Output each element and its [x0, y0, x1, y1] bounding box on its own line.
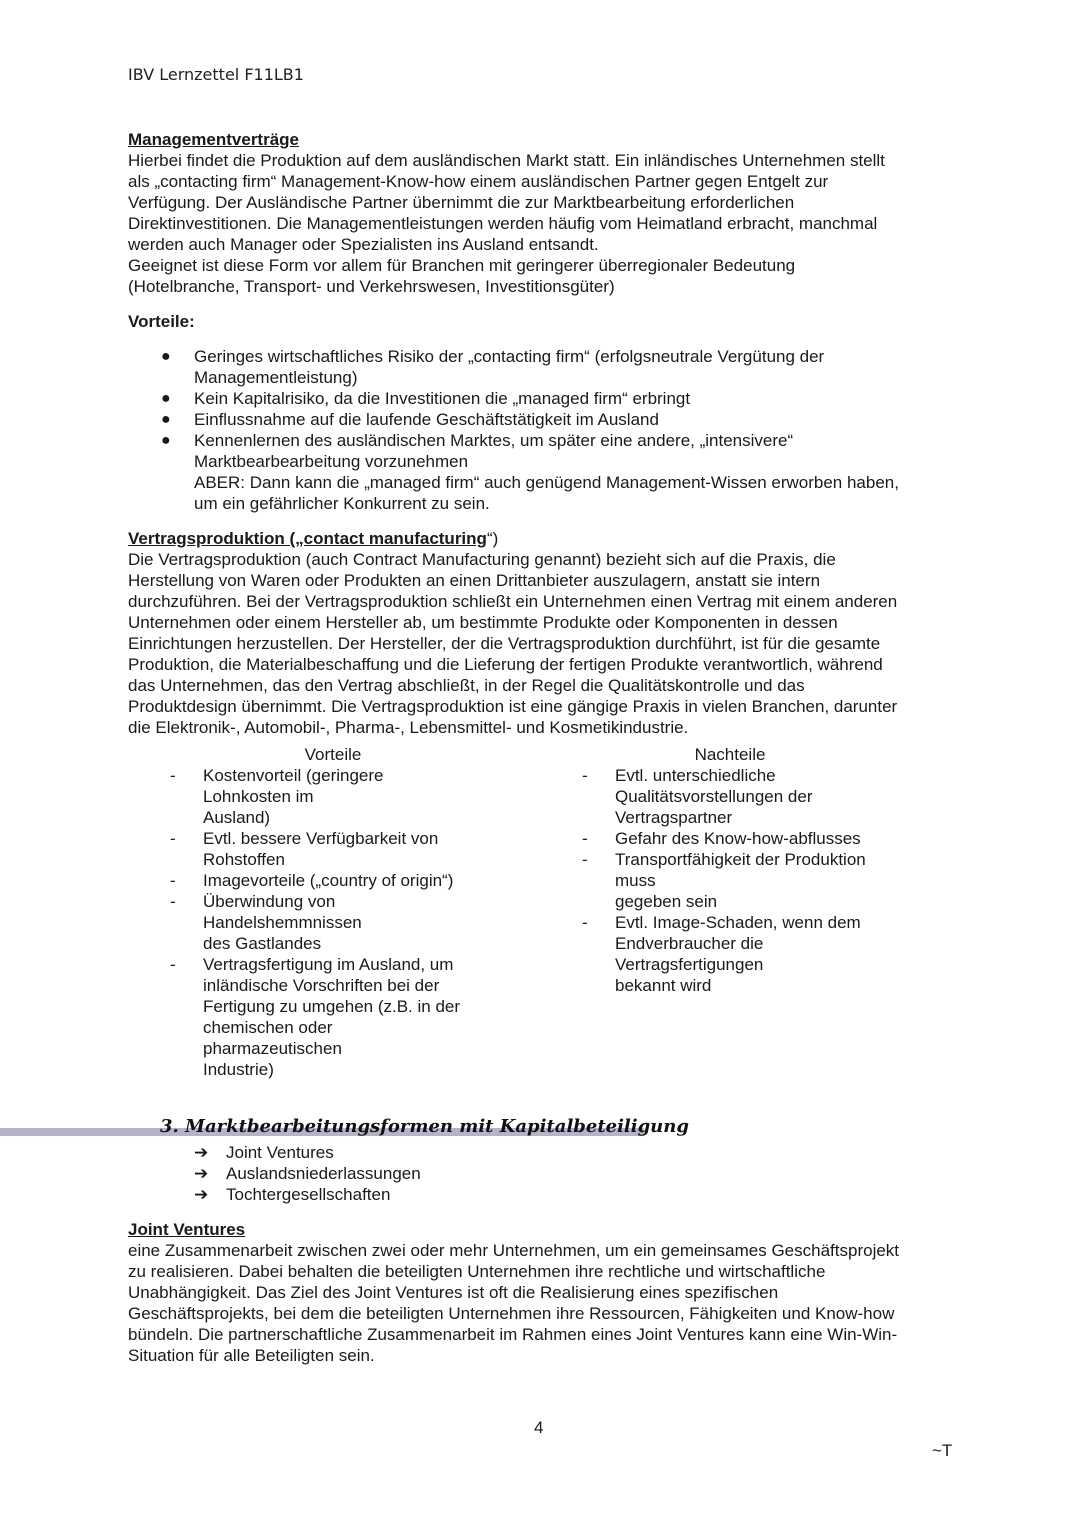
management-line: Geeignet ist diese Form vor allem für Branchen mit geringerer überregionaler Bedeutung [128, 256, 796, 275]
dash-icon: - [170, 766, 176, 785]
vorteile-label: Vorteile: [128, 312, 195, 331]
document-header: IBV Lernzettel F11LB1 [128, 65, 304, 84]
aber-line: ABER: Dann kann die „managed firm“ auch genügend Management-Wissen erworben haben, [194, 473, 899, 492]
list-item-text: Transportfähigkeit der Produktion muss [615, 850, 866, 890]
dash-icon: - [582, 850, 588, 869]
list-item [128, 870, 463, 891]
list-item-text: Geringes wirtschaftliches Risiko der „contacting firm“ (erfolgsneutrale Vergütung der [194, 347, 825, 366]
dash-icon: - [582, 913, 588, 932]
section-3-heading [128, 1116, 958, 1142]
dash-icon: - [170, 955, 176, 974]
dash-icon: - [170, 871, 176, 890]
list-item-text: Kein Kapitalrisiko, da die Investitionen die „managed firm“ erbringt [194, 389, 691, 408]
list-item-text: Industrie) [203, 1060, 274, 1079]
vertrag-line: die Elektronik-, Automobil-, Pharma-, Lebensmittel- und Kosmetikindustrie. [128, 718, 689, 737]
section-3-list [128, 1142, 958, 1205]
arrow-right-icon: ➔ [194, 1143, 209, 1162]
list-item-text: Joint Ventures [226, 1143, 334, 1162]
arrow-right-icon: ➔ [194, 1185, 209, 1204]
vorteile-list [128, 765, 540, 1080]
section-vertragsproduktion [128, 528, 958, 1080]
aber-note [128, 472, 958, 514]
dash-icon: - [170, 892, 176, 911]
list-item-text: Auslandsniederlassungen [226, 1164, 421, 1183]
list-item-text: Evtl. Image-Schaden, wenn dem [615, 913, 861, 932]
vertrag-heading: Vertragsproduktion („contact manufacturing [128, 529, 487, 548]
management-line: Verfügung. Der Ausländische Partner übernimmt die zur Marktbearbeitung erforderlichen [128, 193, 795, 212]
list-item-text: Qualitätsvorstellungen der [615, 787, 813, 806]
author-signature: ~T [932, 1441, 953, 1460]
vertrag-line: Produktion, die Materialbeschaffung und die Lieferung der fertigen Produkte verantwortlich, während [128, 655, 883, 674]
joint-ventures-paragraph [128, 1240, 958, 1366]
joint-line: Geschäftsprojekts, bei dem die beteiligten Unternehmen ihre Ressourcen, Fähigkeiten und Know-how [128, 1304, 895, 1323]
list-item-text: chemischen oder pharmazeutischen [203, 1018, 342, 1058]
list-item [128, 430, 958, 472]
vertrag-heading-row [128, 528, 958, 549]
list-item [540, 912, 875, 996]
list-item [540, 849, 875, 912]
vorteile-column [128, 744, 540, 1080]
nachteile-column-heading: Nachteile [694, 745, 766, 764]
vertrag-line: durchzuführen. Bei der Vertragsproduktion schließt ein Unternehmen einen Vertrag mit einem anderen [128, 592, 898, 611]
list-item-text: bekannt wird [615, 976, 712, 995]
list-item-text: Rohstoffen [203, 850, 285, 869]
page-content [128, 129, 958, 1366]
nachteile-list [540, 765, 952, 996]
list-item [128, 765, 463, 828]
list-item [128, 1184, 958, 1205]
dash-icon: - [170, 829, 176, 848]
list-item [128, 409, 958, 430]
list-item-text: Endverbraucher die Vertragsfertigungen [615, 934, 764, 974]
list-item-text: Kostenvorteil (geringere Lohnkosten im [203, 766, 384, 806]
list-item [128, 388, 958, 409]
list-item [128, 346, 958, 388]
vertrag-line: Die Vertragsproduktion (auch Contract Manufacturing genannt) bezieht sich auf die Praxis, die [128, 550, 836, 569]
vertrag-heading-tail: “) [486, 529, 499, 548]
joint-line: Unabhängigkeit. Das Ziel des Joint Ventures ist oft die Realisierung eines spezifischen [128, 1283, 779, 1302]
list-item-text: Gefahr des Know-how-abflusses [615, 829, 861, 848]
list-item-text: Vertragsfertigung im Ausland, um [203, 955, 454, 974]
joint-line: Situation für alle Beteiligten sein. [128, 1346, 375, 1365]
list-item-text: Fertigung zu umgehen (z.B. in der [203, 997, 461, 1016]
list-item-text: Ausland) [203, 808, 271, 827]
list-item-text: Kennenlernen des ausländischen Marktes, um später eine andere, „intensivere“ [194, 431, 794, 450]
list-item-text: Evtl. unterschiedliche [615, 766, 776, 785]
aber-line: um ein gefährlicher Konkurrent zu sein. [194, 494, 490, 513]
list-item-text: Einflussnahme auf die laufende Geschäftstätigkeit im Ausland [194, 410, 659, 429]
management-vorteile-list [128, 346, 958, 472]
bullet-icon: ● [161, 390, 171, 407]
list-item-text: Vertragspartner [615, 808, 733, 827]
list-item [540, 765, 875, 828]
management-paragraph [128, 150, 958, 297]
management-line: Hierbei findet die Produktion auf dem ausländischen Markt statt. Ein inländisches Unternehmen stellt [128, 151, 885, 170]
bullet-icon: ● [161, 411, 171, 428]
management-line: (Hotelbranche, Transport- und Verkehrswesen, Investitionsgüter) [128, 277, 615, 296]
list-item-text: Managementleistung) [194, 368, 358, 387]
list-item [128, 1163, 958, 1184]
management-line: werden auch Manager oder Spezialisten ins Ausland entsandt. [128, 235, 599, 254]
list-item-text: Marktbearbearbeitung vorzunehmen [194, 452, 469, 471]
vertrag-paragraph [128, 549, 958, 738]
vertrag-line: Unternehmen oder einem Hersteller ab, um bestimmte Produkte oder Komponenten in dessen [128, 613, 838, 632]
list-item [540, 828, 875, 849]
section-joint-ventures [128, 1219, 958, 1366]
bullet-icon: ● [161, 432, 171, 449]
list-item [128, 891, 463, 954]
arrow-right-icon: ➔ [194, 1164, 209, 1183]
joint-ventures-heading: Joint Ventures [128, 1220, 246, 1239]
joint-line: eine Zusammenarbeit zwischen zwei oder mehr Unternehmen, um ein gemeinsames Geschäftsprojekt [128, 1241, 900, 1260]
vertrag-line: Einrichtungen herzustellen. Der Hersteller, der die Vertragsproduktion durchführt, ist für die gesamte [128, 634, 881, 653]
nachteile-column [540, 744, 952, 1080]
vertrag-line: das Unternehmen, das den Vertrag abschließt, in der Regel die Qualitätskontrolle und das [128, 676, 805, 695]
bullet-icon: ● [161, 348, 171, 365]
list-item-text: des Gastlandes [203, 934, 322, 953]
list-item [128, 954, 463, 1080]
dash-icon: - [582, 766, 588, 785]
page-number: 4 [534, 1418, 544, 1437]
management-line: Direktinvestitionen. Die Managementleistungen werden häufig vom Heimatland erbracht, manchmal [128, 214, 878, 233]
dash-icon: - [582, 829, 588, 848]
vorteile-column-heading: Vorteile [304, 745, 362, 764]
list-item [128, 828, 463, 870]
management-heading: Managementverträge [128, 130, 300, 149]
list-item-text: inländische Vorschriften bei der [203, 976, 440, 995]
list-item [128, 1142, 958, 1163]
vertrag-line: Produktdesign übernimmt. Die Vertragsproduktion ist eine gängige Praxis in vielen Branchen, darunter [128, 697, 898, 716]
list-item-text: Imagevorteile („country of origin“) [203, 871, 454, 890]
list-item-text: Evtl. bessere Verfügbarkeit von [203, 829, 439, 848]
joint-line: bündeln. Die partnerschaftliche Zusammenarbeit im Rahmen eines Joint Ventures kann eine Win-Win- [128, 1325, 898, 1344]
list-item-text: Überwindung von Handelshemmnissen [203, 892, 362, 932]
vertrag-line: Herstellung von Waren oder Produkten an einen Drittanbieter auszulagern, anstatt sie intern [128, 571, 821, 590]
section-management [128, 129, 958, 514]
list-item-text: Tochtergesellschaften [226, 1185, 391, 1204]
section-3-title: 3. Marktbearbeitungsformen mit Kapitalbeteiligung [160, 1116, 689, 1137]
management-line: als „contacting firm“ Management-Know-how einem ausländischen Partner gegen Entgelt zur [128, 172, 829, 191]
pros-cons-columns [128, 744, 958, 1080]
joint-line: zu realisieren. Dabei behalten die beteiligten Unternehmen ihre rechtliche und wirtschaftliche [128, 1262, 826, 1281]
list-item-text: gegeben sein [615, 892, 718, 911]
